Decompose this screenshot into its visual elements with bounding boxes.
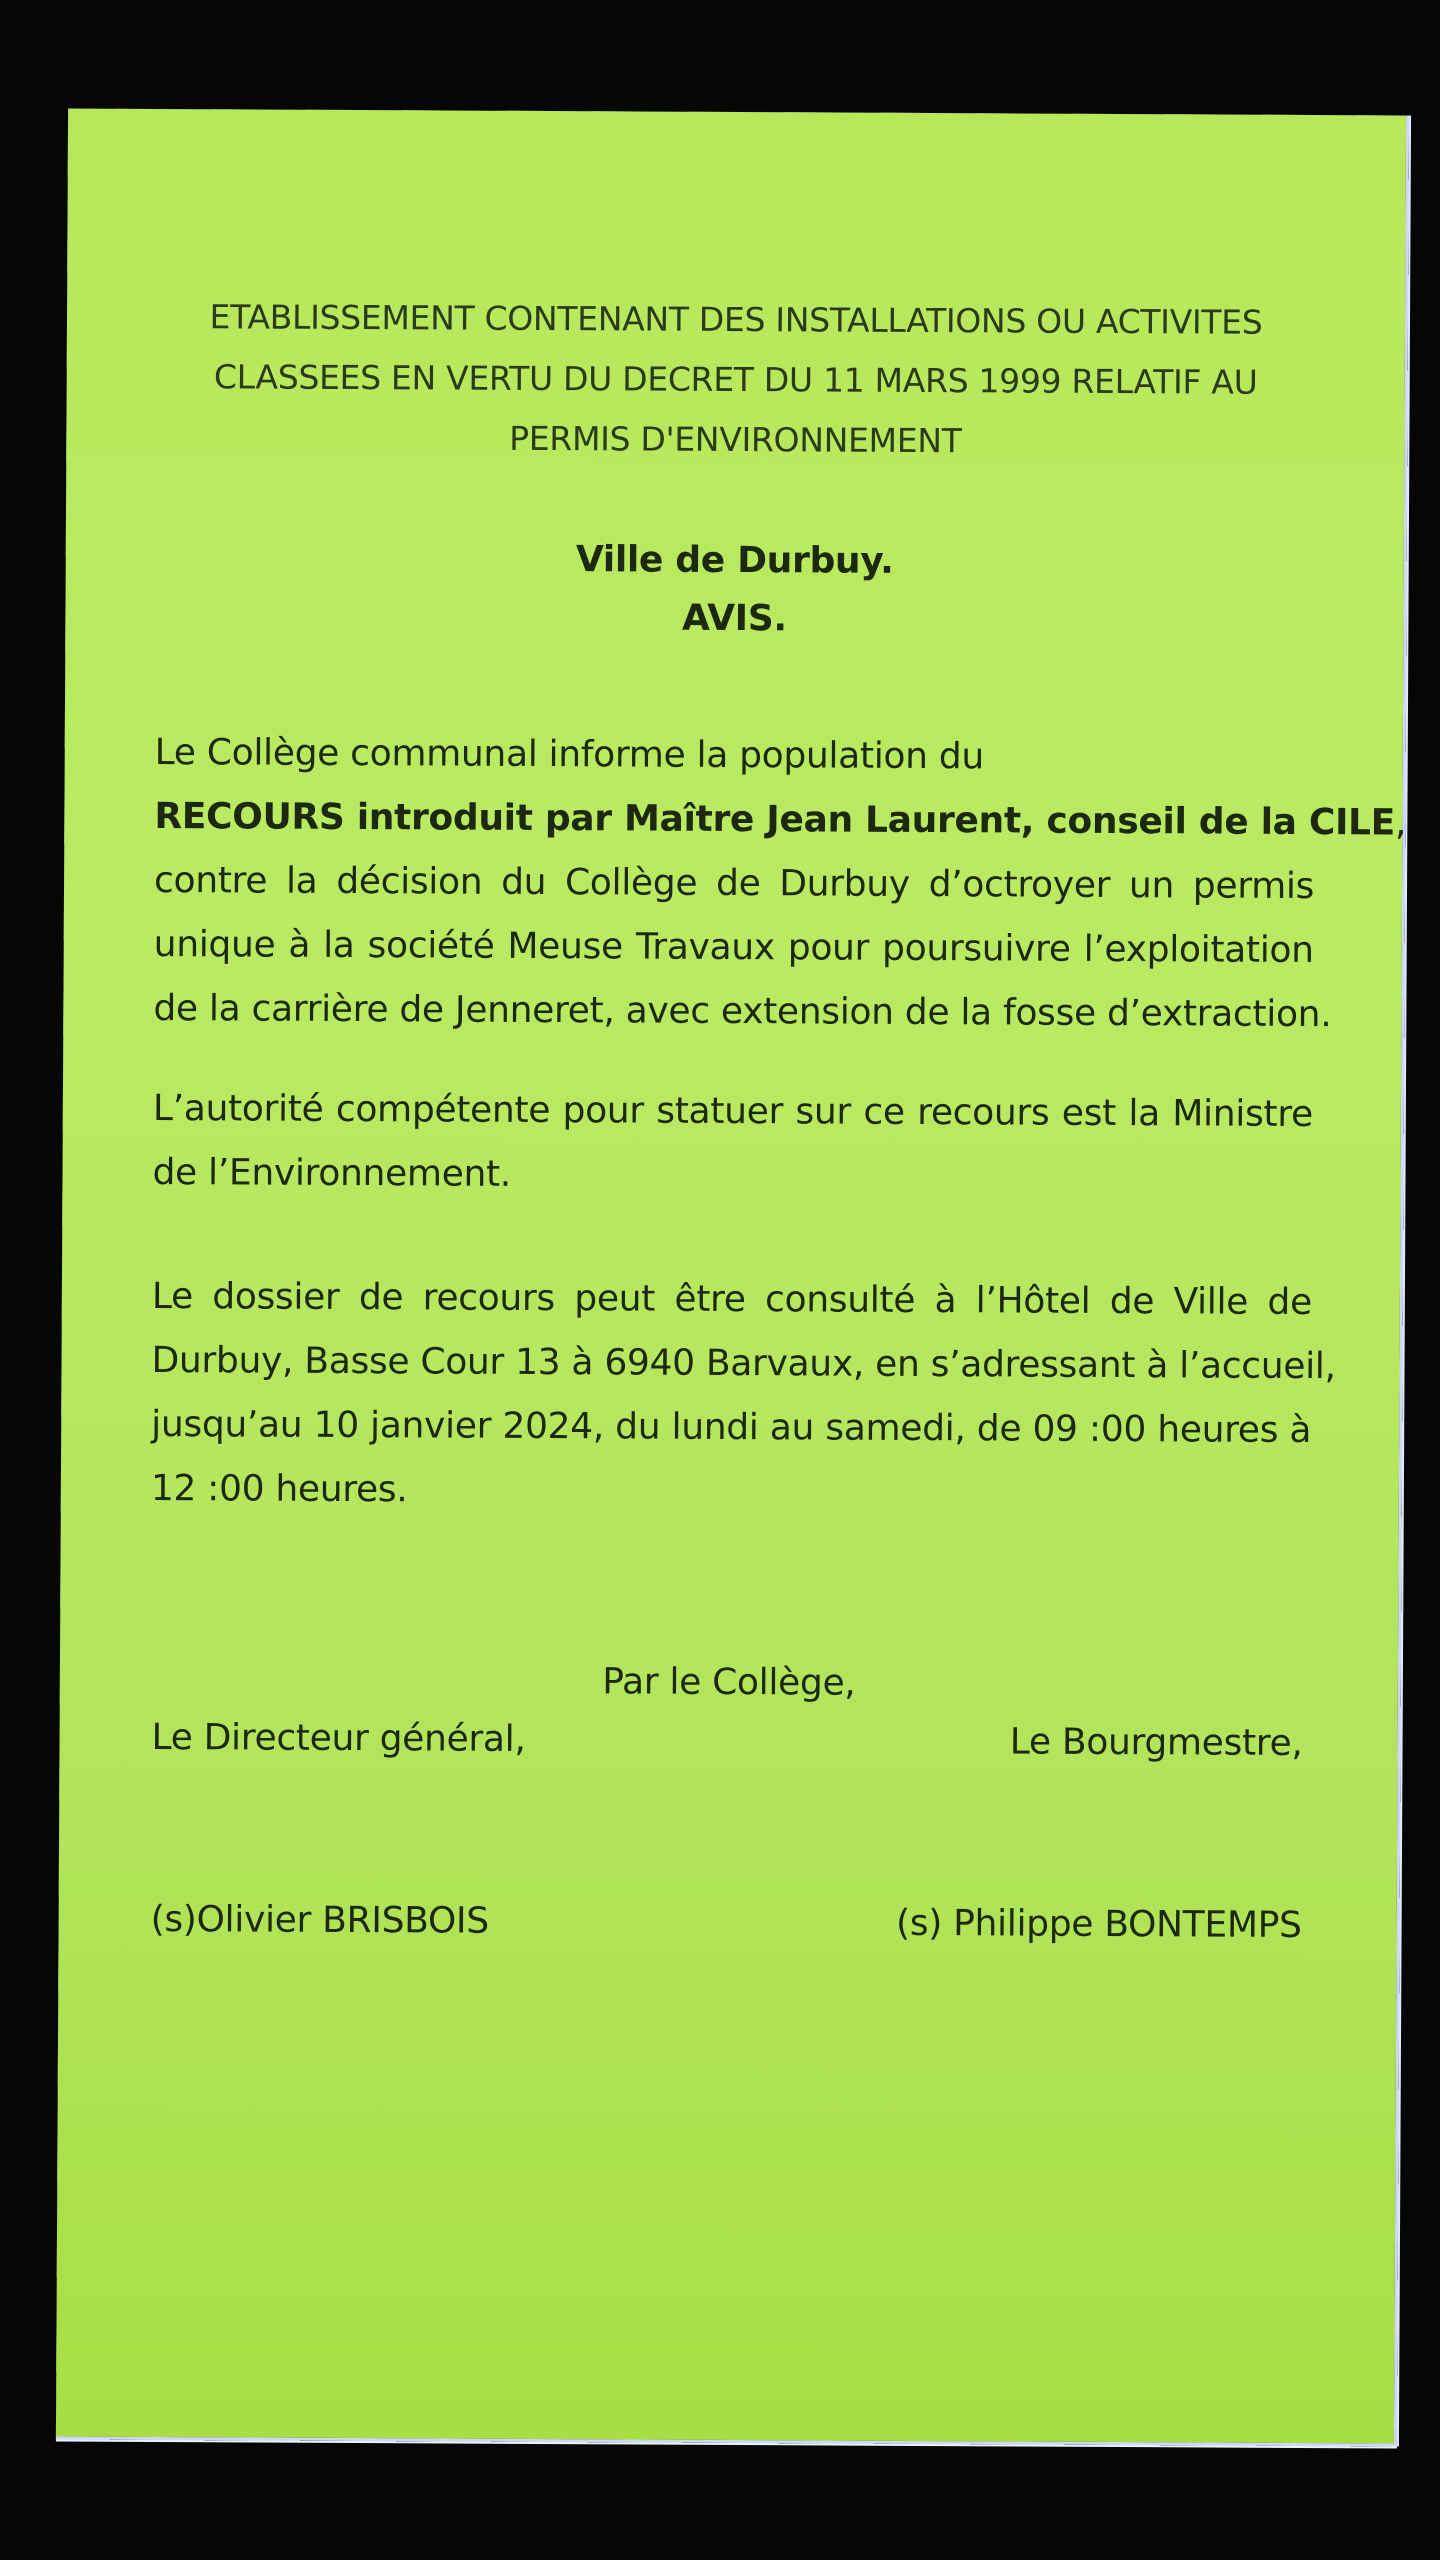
notice-title: AVIS.	[681, 597, 787, 640]
paragraph-line: 12 :00 heures.	[150, 1467, 408, 1511]
appeal-line	[154, 785, 1407, 855]
signatory-name-mayor: (s) Philippe BONTEMPS	[895, 1902, 1302, 1946]
paragraph-line: Le dossier de recours peut être consulté à l’Hôtel de Ville de	[151, 1275, 1312, 1324]
paragraph-authority	[152, 1077, 1313, 1211]
paragraph-line: Durbuy, Basse Cour 13 à 6940 Barvaux, en s’adressant à l’accueil,	[151, 1339, 1336, 1388]
notice-heading	[65, 528, 1404, 651]
paragraph-line: L’autorité compétente pour statuer sur ce recours est la Ministre	[152, 1087, 1313, 1136]
paragraph-line: Le Collège communal informe la population du	[154, 731, 985, 778]
display-screen	[56, 109, 1409, 2447]
paragraph-line: contre la décision du Collège de Durbuy d’octroyer un permis	[153, 859, 1315, 908]
header-line: ETABLISSEMENT CONTENANT DES INSTALLATIONS OU ACTIVITES	[209, 297, 1263, 342]
paragraph-line: de la carrière de Jenneret, avec extension de la fosse d’extraction.	[153, 987, 1332, 1036]
header-line: CLASSEES EN VERTU DU DECRET DU 11 MARS 1999 RELATIF AU	[213, 357, 1258, 402]
header-line: PERMIS D'ENVIRONNEMENT	[509, 418, 962, 461]
signatory-title-director: Le Directeur général,	[151, 1716, 526, 1760]
paragraph-line: jusqu’au 10 janvier 2024, du lundi au samedi, de 09 :00 heures à	[151, 1403, 1312, 1452]
signature-by-college: Par le Collège,	[602, 1661, 856, 1704]
notice-header	[66, 287, 1405, 474]
appeal-bold-text: RECOURS introduit par Maître Jean Laurent, conseil de la CILE	[154, 795, 1396, 844]
paragraph-line: unique à la société Meuse Travaux pour poursuivre l’exploitation	[153, 923, 1314, 972]
paragraph-consultation	[150, 1265, 1336, 1527]
appeal-punctuation: ,	[1394, 802, 1407, 844]
public-notice	[56, 109, 1406, 2444]
signatory-title-mayor: Le Bourgmestre,	[1009, 1721, 1303, 1764]
signatory-name-director: (s)Olivier BRISBOIS	[150, 1898, 489, 1942]
paragraph-line: de l’Environnement.	[152, 1151, 512, 1195]
paragraph-appeal	[153, 721, 1407, 1047]
town-name: Ville de Durbuy.	[575, 539, 894, 582]
